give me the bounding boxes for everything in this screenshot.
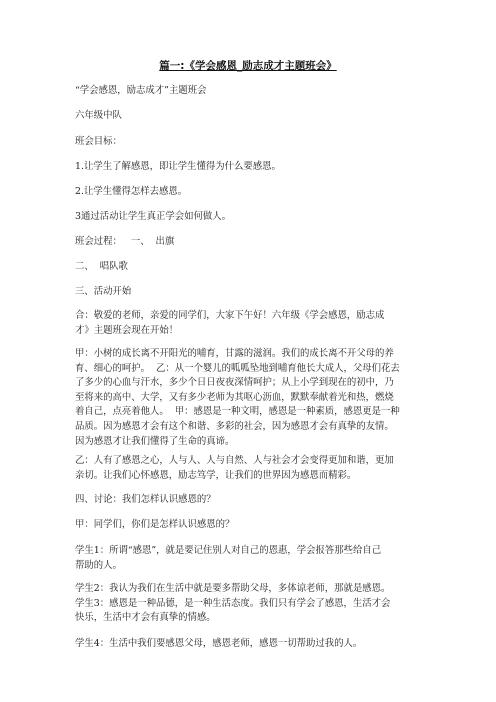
title-prefix: 篇一: bbox=[159, 60, 185, 72]
paragraph: 学生2：我认为我们在生活中就是要多帮助父母，多体谅老师，那就是感恩。 学生3：感恩是一种品德，是一种生活态度。我们只有学会了感恩，生活才会 快乐，生活中才会有真挚的情感。 bbox=[75, 583, 391, 624]
paragraph: 1.让学生了解感恩，即让学生懂得为什么要感恩。 bbox=[75, 161, 281, 172]
title-main: 《学会感恩_励志成才主题班会》 bbox=[184, 60, 337, 72]
paragraph: 学生4：生活中我们要感恩父母，感恩老师，感恩一切帮助过我的人。 bbox=[75, 638, 363, 649]
paragraph: 学生1：所谓“感恩”，就是要记住别人对自己的恩惠，学会报答那些给自己 帮助的人。 bbox=[75, 545, 382, 571]
paragraph: 六年级中队 bbox=[75, 110, 122, 121]
paragraph: “学会感恩，励志成才”主题班会 bbox=[75, 85, 207, 96]
paragraph: 三、活动开始 bbox=[75, 286, 132, 297]
paragraph: 乙：人有了感恩之心，人与人、人与自然、人与社会才会变得更加和谐，更加 亲切。让我们心怀感恩，励志笃学，让我们的世界因为感恩而精彩。 bbox=[75, 455, 394, 481]
paragraph: 甲：同学们，你们是怎样认识感恩的？ bbox=[75, 519, 235, 530]
paragraph: 四、讨论：我们怎样认识感恩的？ bbox=[75, 494, 216, 505]
paragraph: 2.让学生懂得怎样去感恩。 bbox=[75, 186, 188, 197]
paragraph: 甲：小树的成长离不开阳光的哺育，甘露的滋润。我们的成长离不开父母的养 育、细心的呵护。 乙：从一个婴儿的呱呱坠地到哺育他长大成人，父母们花去 了多少的心血与汗水，多少个日日夜夜深情呵护；从上小学到现在的初中，乃 至将来的高中、大学，又有多少老师为其呕心沥血，默默奉献着光和热，燃烧 着自己，点亮着他人。 甲：感恩是一种文明，感恩是一种素质，感恩更是一种 品质。因为感恩才会有这个和谐、多彩的社会，因为感恩才会有真挚的友情。 因为感恩才让我们懂得了生命的真谛。 bbox=[75, 348, 400, 447]
paragraph: 合：敬爱的老师，亲爱的同学们，大家下午好！六年级《学会感恩，励志成 才》主题班会现在开始！ bbox=[75, 310, 385, 336]
paragraph: 二、 唱队歌 bbox=[75, 261, 128, 272]
paragraph: 班会目标： bbox=[75, 136, 122, 147]
paragraph: 3通过活动让学生真正学会如何做人。 bbox=[75, 211, 231, 222]
document-title bbox=[0, 58, 496, 73]
paragraph: 班会过程： 一、 出旗 bbox=[75, 236, 175, 247]
